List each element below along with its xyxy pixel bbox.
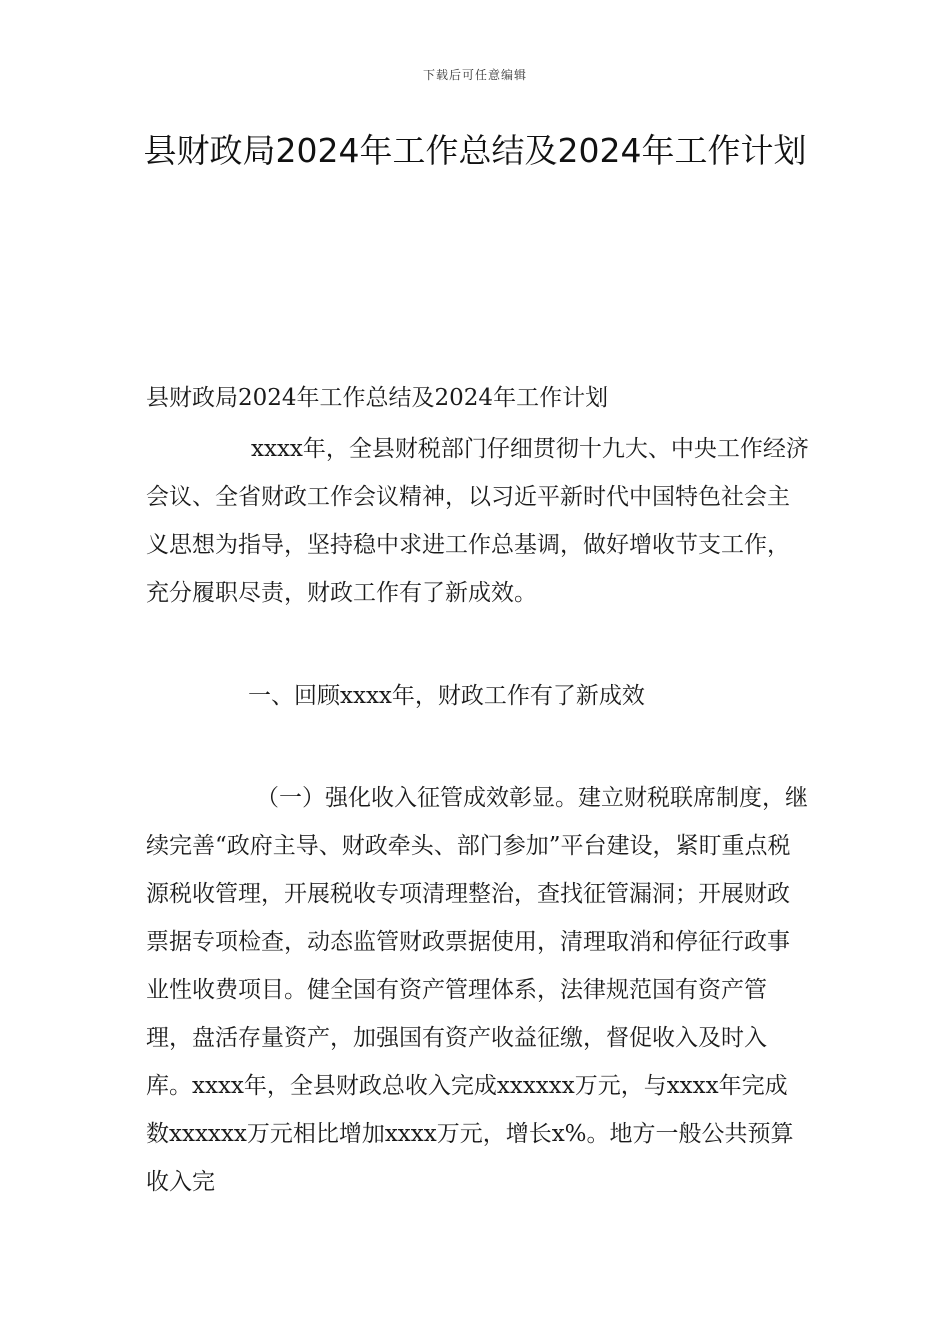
section-heading: 一、回顾xxxx年，财政工作有了新成效: [248, 683, 645, 709]
header-note: 下载后可任意编辑: [422, 68, 527, 82]
document-title: 县财政局2024年工作总结及2024年工作计划: [143, 131, 807, 170]
intro-paragraph: xxxx年，全县财税部门仔细贯彻十九大、中央工作经济会议、全省财政工作会议精神，以习近平新时代中国特色社会主义思想为指导，坚持稳中求进工作总基调，做好增收节支工作，充分履职尽责，财政工作有了新成效。: [146, 436, 809, 606]
section1-paragraph: （一）强化收入征管成效彰显。建立财税联席制度，继续完善“政府主导、财政牵头、部门参加”平台建设，紧盯重点税源税收管理，开展税收专项清理整治，查找征管漏洞；开展财政票据专项检查，动态监管财政票据使用，清理取消和停征行政事业性收费项目。健全国有资产管理体系，法律规范国有资产管理，盘活存量资产，加强国有资产收益征缴，督促收入及时入库。xxxx年，全县财政总收入完成xxxxxx万元，与xxxx年完成数xxxxxx万元相比增加xxxx万元，增长x%。地方一般公共预算收入完: [146, 785, 808, 1195]
document-subtitle: 县财政局2024年工作总结及2024年工作计划: [146, 385, 609, 411]
